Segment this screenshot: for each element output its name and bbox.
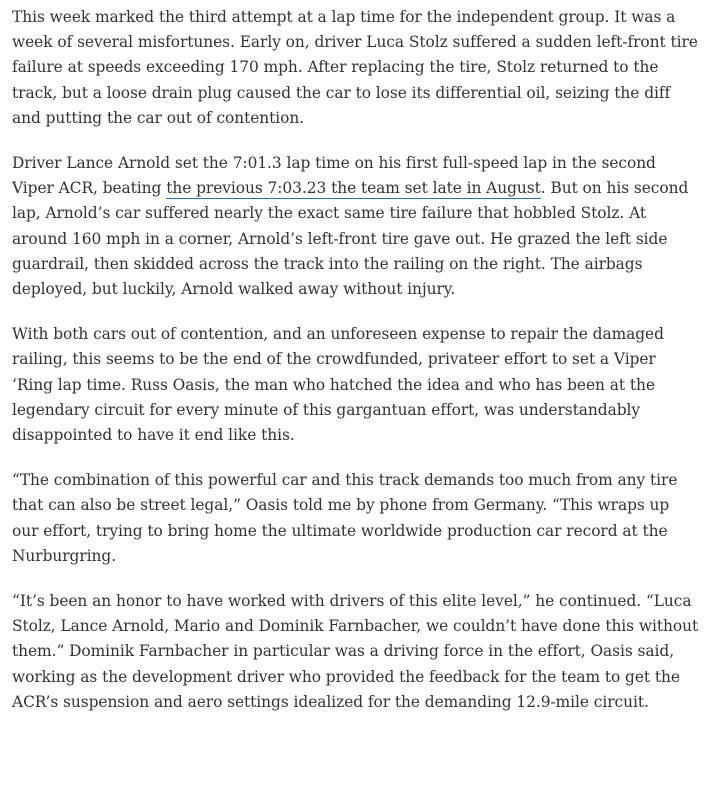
paragraph-2-text-before-link: Driver Lance Arnold set the 7:01.3 lap time on his first full-speed lap in the second Viper ACR, beating — [12, 154, 656, 198]
previous-lap-time-link[interactable]: the previous 7:03.23 the team set late in August — [166, 179, 541, 198]
paragraph-2 — [12, 151, 700, 302]
paragraph-5: “It’s been an honor to have worked with drivers of this elite level,” he continued. “Luca Stolz, Lance Arnold, Mario and Dominik Farnbacher, we couldn’t have done this without them.” Dominik Farnbacher in particular was a driving force in the effort, Oasis said, working as the development driver who provided the feedback for the team to get the ACR’s suspension and aero settings idealized for the demanding 12.9-mile circuit. — [12, 592, 699, 711]
paragraph-2-text-after-link: . But on his second lap, Arnold’s car suffered nearly the exact same tire failure that hobbled Stolz. At around 160 mph in a corner, Arnold’s left-front tire gave out. He grazed the left side guardrail, then skidded across the track into the railing on the right. The airbags deployed, but luckily, Arnold walked away without injury. — [12, 179, 689, 299]
paragraph-1: This week marked the third attempt at a lap time for the independent group. It was a week of several misfortunes. Early on, driver Luca Stolz suffered a sudden left-front tire failure at speeds exceeding 170 mph. After replacing the tire, Stolz returned to the track, but a loose drain plug caused the car to lose its differential oil, seizing the diff and putting the car out of contention. — [12, 8, 698, 127]
paragraph-3: With both cars out of contention, and an unforeseen expense to repair the damaged railing, this seems to be the end of the crowdfunded, privateer effort to set a Viper ‘Ring lap time. Russ Oasis, the man who hatched the idea and who has been at the legendary circuit for every minute of this gargantuan effort, was understandably disappointed to have it end like this. — [12, 325, 664, 445]
paragraph-4: “The combination of this powerful car and this track demands too much from any tire that can also be street legal,” Oasis told me by phone from Germany. “This wraps up our effort, trying to bring home the ultimate worldwide production car record at the Nurburgring. — [12, 471, 678, 565]
